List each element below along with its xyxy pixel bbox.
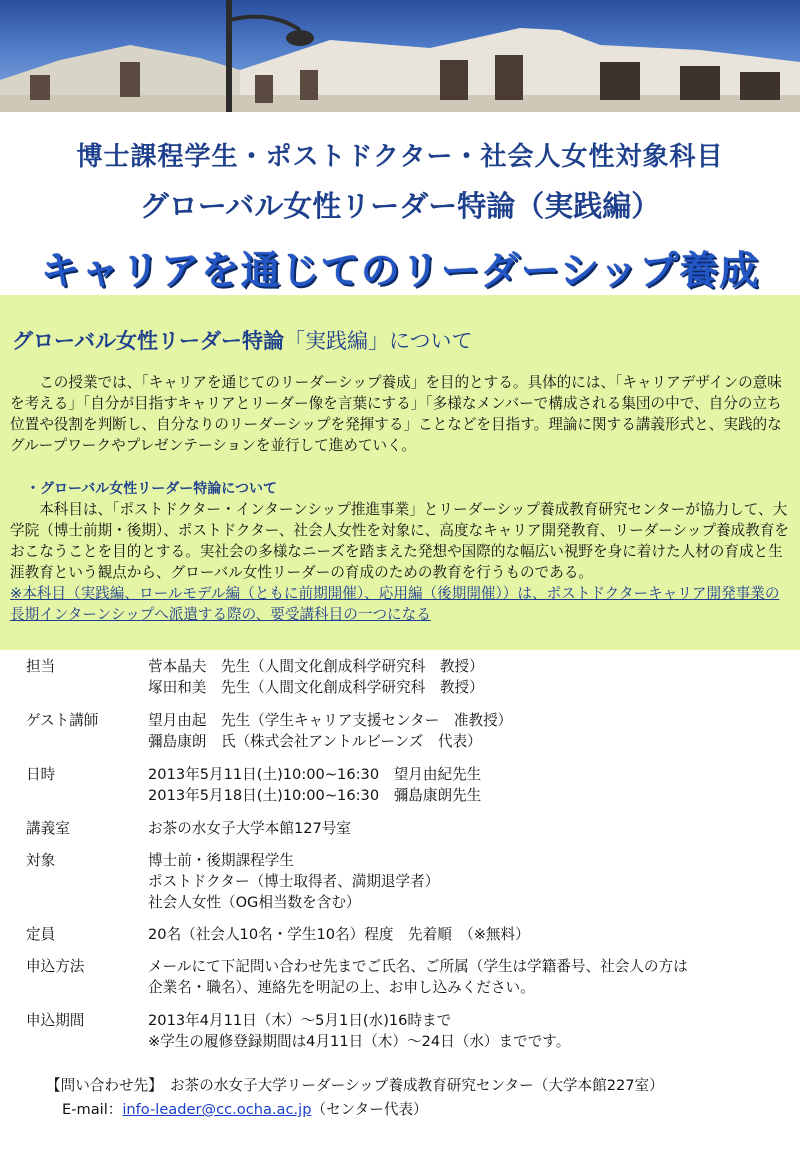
detail-line: 20名（社会人10名・学生10名）程度 先着順 （※無料） (148, 926, 530, 943)
detail-line: お茶の水女子大学本館127号室 (148, 820, 351, 837)
about-heading-bold: グローバル女性リーダー特論 (12, 329, 284, 353)
detail-label: 日時 (26, 766, 56, 783)
detail-line: 彌島康朗 氏（株式会社アントルビーンズ 代表） (148, 733, 482, 750)
detail-value (148, 818, 788, 839)
detail-line: 2013年5月11日(土)10:00~16:30 望月由紀先生 (148, 766, 482, 783)
detail-line: 企業名・職名）、連絡先を明記の上、お申し込みください。 (148, 979, 535, 996)
detail-label: ゲスト講師 (26, 712, 99, 729)
detail-value (148, 710, 788, 752)
contact-email (62, 1099, 428, 1120)
detail-line: 博士前・後期課程学生 (148, 852, 294, 869)
detail-label: 対象 (26, 852, 56, 869)
about-heading (12, 325, 473, 355)
about-section (0, 295, 800, 650)
detail-value (148, 1010, 788, 1052)
detail-line: メールにて下記問い合わせ先までご氏名、ご所属（学生は学籍番号、社会人の方は (148, 958, 688, 975)
email-label: E-mail： (62, 1101, 123, 1118)
about-heading-rest: 「実践編」について (283, 329, 473, 353)
detail-value (148, 850, 788, 913)
title-block (0, 112, 800, 295)
detail-label: 申込方法 (26, 958, 85, 975)
detail-value (148, 764, 788, 806)
detail-value (148, 656, 788, 698)
detail-line: ポストドクター（博士取得者、満期退学者） (148, 873, 440, 890)
email-link[interactable]: info-leader@cc.ocha.ac.jp (122, 1101, 312, 1118)
title-line-1: 博士課程学生・ポストドクター・社会人女性対象科目 (76, 142, 724, 172)
detail-label: 申込期間 (26, 1012, 85, 1029)
title-line-2: グローバル女性リーダー特論（実践編） (139, 189, 661, 223)
detail-label: 定員 (26, 926, 56, 943)
about-note: ※本科目（実践編、ロールモデル編（ともに前期開催）、応用編（後期開催））は、ポストドクターキャリア開発事業の長期インターンシップへ派遣する際の、要受講科目の一つになる (10, 585, 780, 623)
contact-line: 【問い合わせ先】 お茶の水女子大学リーダーシップ養成教育研究センター（大学本館227室） (46, 1077, 664, 1094)
about-paragraph-1: この授業では、「キャリアを通じてのリーダーシップ養成」を目的とする。具体的には、「キャリアデザインの意味を考える」「自分が目指すキャリアとリーダー像を言葉にする」「多様なメンバーで構成される集団の中で、自分の立ち位置や役割を判断し、自分なりのリーダーシップを発揮する」ことなどを目指す。理論に関する講義形式と、実践的なグループワークやプレゼンテーションを並行して進めていく。 (10, 374, 782, 454)
detail-line: 2013年5月18日(土)10:00~16:30 彌島康朗先生 (148, 787, 482, 804)
detail-line: 2013年4月11日（木）～5月1日(水)16時まで (148, 1012, 452, 1029)
detail-line: 菅本晶夫 先生（人間文化創成科学研究科 教授） (148, 658, 484, 675)
detail-line: ※学生の履修登録期間は4月11日（木）～24日（水）までです。 (148, 1033, 571, 1050)
detail-label: 講義室 (26, 820, 70, 837)
header-photo (0, 0, 800, 112)
detail-line: 塚田和美 先生（人間文化創成科学研究科 教授） (148, 679, 484, 696)
detail-line: 社会人女性（OG相当数を含む） (148, 894, 361, 911)
detail-line: 望月由起 先生（学生キャリア支援センター 准教授） (148, 712, 513, 729)
about-subheading: ・グローバル女性リーダー特論について (26, 481, 278, 497)
detail-label: 担当 (26, 658, 56, 675)
detail-value (148, 956, 788, 998)
building-photo (0, 0, 800, 112)
about-paragraph-2: 本科目は、「ポストドクター・インターンシップ推進事業」とリーダーシップ養成教育研究センターが協力して、大学院（博士前期・後期）、ポストドクター、社会人女性を対象に、高度なキャリア開発教育、リーダーシップ養成教育をおこなうことを目的とする。実社会の多様なニーズを踏まえた発想や国際的な幅広い視野を身に着けた人材の育成と生涯教育という観点から、グローバル女性リーダーの育成のための教育を行うものである。 (10, 501, 790, 581)
email-suffix: （センター代表） (311, 1101, 428, 1118)
main-title: キャリアを通じてのリーダーシップ養成 (40, 249, 760, 294)
detail-value (148, 924, 788, 945)
